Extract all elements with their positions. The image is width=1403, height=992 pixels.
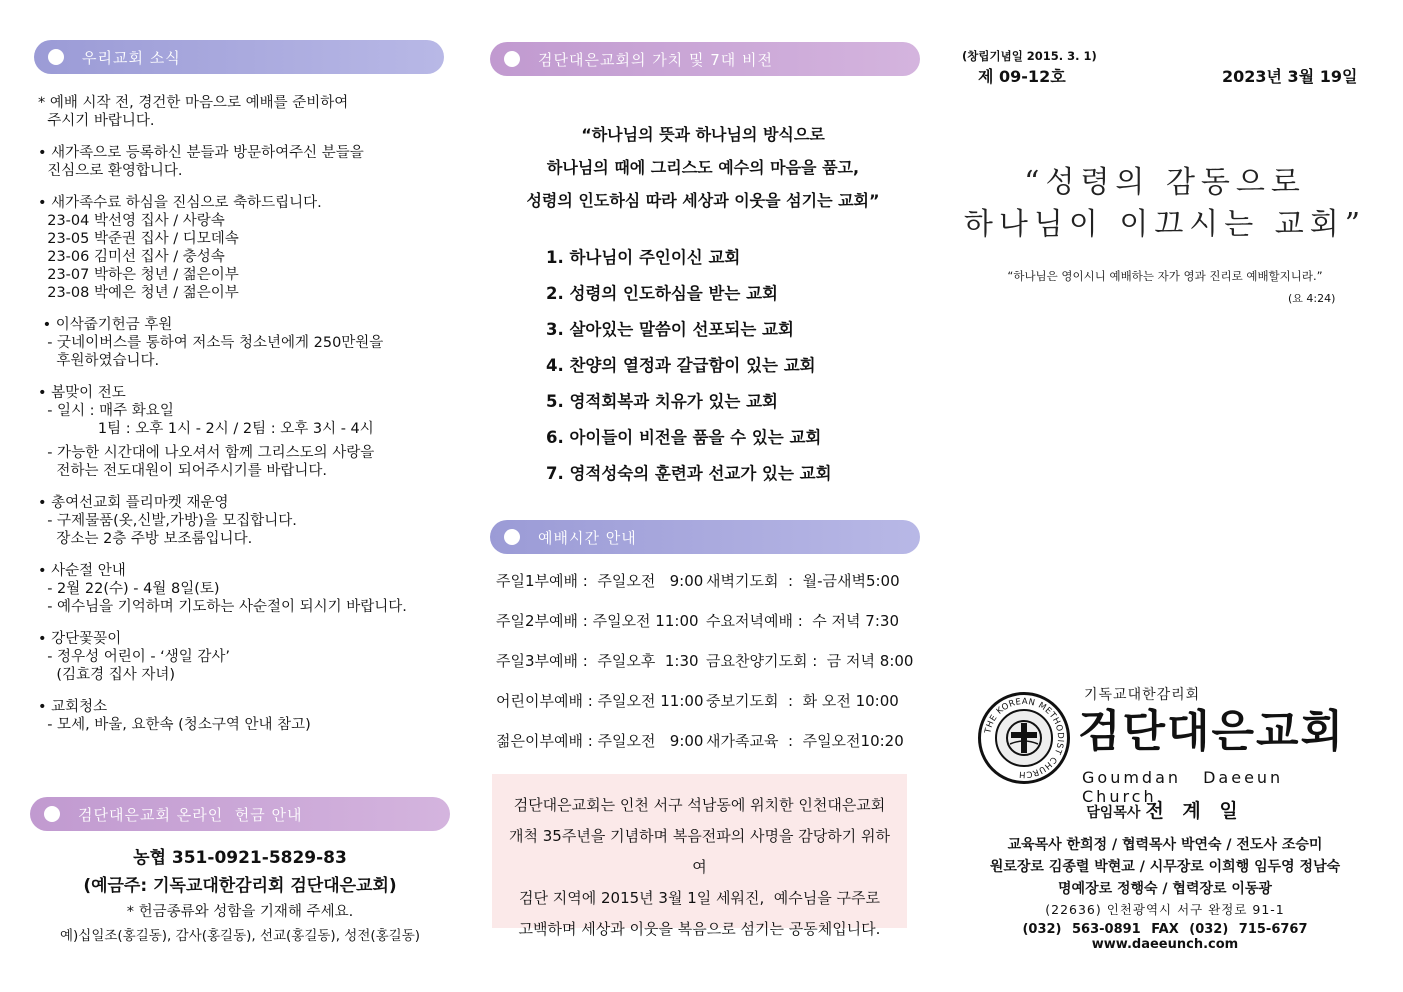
- church-contact: (032) 563-0891 FAX (032) 715-6767 www.daeeunch.com: [1022, 922, 1308, 952]
- news-item-lent: [38, 562, 458, 616]
- news-line: 장소는 2층 주방 보조룸입니다.: [38, 531, 253, 547]
- worship-section-header: [490, 520, 920, 554]
- intro-line: 개척 35주년을 기념하며 복음전파의 사명을 감당하기 위하여: [509, 827, 890, 876]
- giving-title: 검단대은교회 온라인 헌금 안내: [78, 805, 303, 824]
- news-line: • 새가족으로 등록하신 분들과 방문하여주신 분들을: [38, 145, 364, 161]
- worship-cell: 주일2부예배 : 주일오전 11:00: [496, 611, 699, 630]
- news-line: - 가능한 시간대에 나오셔서 함께 그리스도의 사랑을: [38, 445, 375, 461]
- issue-number: 제 09-12호: [978, 67, 1066, 86]
- intro-line: 검단대은교회는 인천 서구 석남동에 위치한 인천대은교회: [513, 796, 886, 814]
- news-line: 23-06 김미선 집사 / 충성속: [38, 249, 225, 265]
- bank-account: 농협 351-0921-5829-83: [133, 848, 347, 868]
- news-line: * 예배 시작 전, 경건한 마음으로 예배를 준비하여: [38, 95, 349, 111]
- bulletin-date: 2023년 3월 19일: [1222, 67, 1358, 86]
- vision-title: 검단대은교회의 가치 및 7대 비전: [538, 50, 773, 69]
- worship-cell: 수요저녁예배 : 수 저녁 7:30: [706, 611, 899, 630]
- news-line: • 교회청소: [38, 699, 108, 715]
- theme-line: “성령의 감동으로: [1024, 165, 1306, 200]
- news-line: 23-04 박선영 집사 / 사랑속: [38, 213, 225, 229]
- giving-info: [30, 844, 450, 948]
- news-item-fleamarket: [38, 494, 458, 548]
- bullet-dot-icon: [44, 806, 60, 822]
- church-name-english: Goumdan Daeeun Church: [1082, 768, 1284, 806]
- founding-date: (창립기념일 2015. 3. 1): [962, 49, 1097, 63]
- staff-list: [960, 834, 1370, 900]
- vision-item: 7. 영적성숙의 훈련과 선교가 있는 교회: [546, 464, 832, 483]
- worship-cell: 젊은이부예배 : 주일오전 9:00: [496, 731, 704, 750]
- intro-line: 고백하며 세상과 이웃을 복음으로 섬기는 공동체입니다.: [518, 920, 881, 938]
- denomination: 기독교대한감리회: [1084, 687, 1201, 703]
- news-line: 23-07 박하은 청년 / 젊은이부: [38, 267, 239, 283]
- worship-title: 예배시간 안내: [538, 528, 637, 547]
- methodist-seal-icon: [978, 692, 1070, 784]
- worship-cell: 중보기도회 : 화 오전 10:00: [706, 691, 899, 710]
- news-line: - 정우성 어린이 - ‘생일 감사’: [38, 649, 231, 665]
- news-line: 진심으로 환영합니다.: [38, 163, 183, 179]
- news-line: - 굿네이버스를 통하여 저소득 청소년에게 250만원을: [38, 335, 384, 351]
- news-item-welcome: [38, 144, 458, 180]
- vision-list: [546, 243, 832, 495]
- bullet-dot-icon: [504, 529, 520, 545]
- news-line: • 사순절 안내: [38, 563, 126, 579]
- staff-line: 명예장로 정행숙 / 협력장로 이동광: [1058, 881, 1272, 897]
- news-item-evangelism: [38, 384, 458, 480]
- news-item-cleaning: [38, 698, 458, 734]
- news-line: • 총여선교회 플리마켓 재운영: [38, 495, 229, 511]
- news-line: 23-05 박준권 집사 / 디모데속: [38, 231, 239, 247]
- vision-quote-line: 성령의 인도하심 따라 세상과 이웃을 섬기는 교회”: [526, 191, 880, 210]
- seal-text: THE KOREAN METHODIST CHURCH: [983, 696, 1066, 780]
- vision-quote-line: “하나님의 뜻과 하나님의 방식으로: [581, 125, 825, 144]
- scripture-reference: (요 4:24): [1288, 292, 1336, 305]
- news-line: • 이삭줍기헌금 후원: [38, 317, 173, 333]
- vision-item: 6. 아이들이 비전을 품을 수 있는 교회: [546, 428, 822, 447]
- senior-pastor: [960, 796, 1370, 823]
- staff-line: 교육목사 한희정 / 협력목사 박연숙 / 전도사 조승미: [1007, 837, 1323, 853]
- svg-text:THE KOREAN METHODIST CHURCH: [983, 697, 1065, 779]
- church-logo: [978, 684, 1378, 806]
- news-line: • 새가족수료 하심을 진심으로 축하드립니다.: [38, 195, 322, 211]
- news-line: 후원하였습니다.: [38, 353, 160, 369]
- news-item-newcomers: [38, 194, 458, 302]
- church-name-korean: 검단대은교회: [1078, 706, 1346, 757]
- scripture-verse: “하나님은 영이시니 예배하는 자가 영과 진리로 예배할지니라.”: [1007, 269, 1323, 283]
- vision-item: 5. 영적회복과 치유가 있는 교회: [546, 392, 778, 411]
- news-line: - 구제물품(옷,신발,가방)을 모집합니다.: [38, 513, 297, 529]
- theme-title: [960, 162, 1370, 246]
- church-address: (22636) 인천광역시 서구 완정로 91-1: [1045, 902, 1285, 917]
- worship-schedule: [496, 560, 916, 760]
- news-title: 우리교회 소식: [82, 48, 181, 67]
- worship-cell: 새가족교육 : 주일오전10:20: [706, 731, 904, 750]
- news-line: • 강단꽃꽂이: [38, 631, 122, 647]
- vision-item: 3. 살아있는 말씀이 선포되는 교회: [546, 320, 794, 339]
- news-line: - 예수님을 기억하며 기도하는 사순절이 되시기 바랍니다.: [38, 599, 407, 615]
- theme-line: 하나님이 이끄시는 교회”: [963, 207, 1367, 242]
- giving-section-header: [30, 797, 450, 831]
- pastor-name: 전 계 일: [1145, 800, 1244, 822]
- worship-cell: 금요찬양기도회 : 금 저녁 8:00: [706, 651, 914, 670]
- worship-cell: 어린이부예배 : 주일오전 11:00: [496, 691, 704, 710]
- giving-example: 예)십일조(홍길동), 감사(홍길동), 선교(홍길동), 성전(홍길동): [59, 928, 421, 944]
- worship-cell: 주일1부예배 : 주일오전 9:00: [496, 571, 704, 590]
- news-item-offering: [38, 316, 458, 370]
- news-item-flowers: [38, 630, 458, 684]
- news-line: - 일시 : 매주 화요일: [38, 403, 174, 419]
- news-item-prep: [38, 94, 458, 130]
- church-intro: [492, 774, 907, 938]
- news-line: 1팀 : 오후 1시 - 2시 / 2팀 : 오후 3시 - 4시: [38, 421, 374, 437]
- news-section-header: [34, 40, 444, 74]
- account-holder: (예금주: 기독교대한감리회 검단대은교회): [83, 876, 397, 896]
- vision-item: 4. 찬양의 열정과 갈급함이 있는 교회: [546, 356, 816, 375]
- news-line: 23-08 박예은 청년 / 젊은이부: [38, 285, 239, 301]
- news-line: • 봄맞이 전도: [38, 385, 126, 401]
- vision-item: 1. 하나님이 주인이신 교회: [546, 248, 741, 267]
- pastor-role: 담임목사: [1086, 805, 1141, 821]
- worship-cell: 새벽기도회 : 월-금새벽5:00: [706, 571, 900, 590]
- worship-row: [496, 600, 916, 640]
- news-line: 주시기 바랍니다.: [38, 113, 155, 129]
- news-line: 전하는 전도대원이 되어주시기를 바랍니다.: [38, 463, 327, 479]
- news-line: - 2월 22(수) - 4월 8일(토): [38, 581, 220, 597]
- news-line: - 모세, 바울, 요한속 (청소구역 안내 참고): [38, 717, 311, 733]
- bullet-dot-icon: [48, 49, 64, 65]
- vision-quote-line: 하나님의 때에 그리스도 예수의 마음을 품고,: [546, 158, 860, 177]
- news-list: [38, 94, 458, 744]
- staff-line: 원로장로 김종렬 박현교 / 시무장로 이희행 임두영 정남숙: [989, 859, 1341, 875]
- news-line: (김효경 집사 자녀): [38, 667, 176, 683]
- worship-row: [496, 680, 916, 720]
- worship-row: [496, 560, 916, 600]
- worship-cell: 주일3부예배 : 주일오후 1:30: [496, 651, 699, 670]
- giving-note: * 헌금종류와 성함을 기재해 주세요.: [126, 904, 354, 920]
- vision-section-header: [490, 42, 920, 76]
- worship-row: [496, 640, 916, 680]
- vision-item: 2. 성령의 인도하심을 받는 교회: [546, 284, 778, 303]
- intro-line: 검단 지역에 2015년 3월 1일 세워진, 예수님을 구주로: [519, 889, 880, 907]
- bullet-dot-icon: [504, 51, 520, 67]
- vision-quote: [488, 118, 918, 217]
- worship-row: [496, 720, 916, 760]
